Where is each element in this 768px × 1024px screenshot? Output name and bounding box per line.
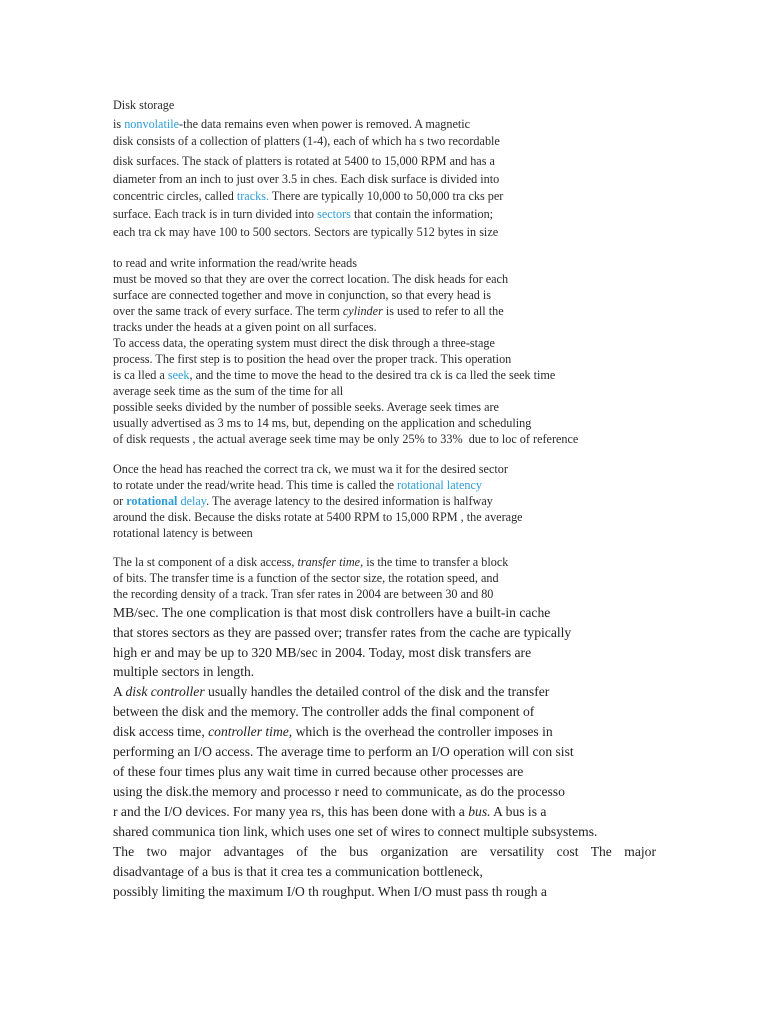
term-link[interactable]: nonvolatile [124, 117, 180, 131]
term-link[interactable]: sectors [317, 207, 351, 221]
text-run: the recording density of a track. Tran sfer rates in 2004 are between 30 and 80 [113, 587, 494, 601]
text-line [113, 416, 531, 430]
text-run: surface are connected together and move in conjunction, so that every head is [113, 288, 492, 302]
text-run: rotational latency is between [113, 526, 253, 540]
text-run: A [113, 684, 126, 699]
text-run: possibly limiting the maximum I/O th roughput. When I/O must pass th rough a [113, 884, 547, 899]
text-line [113, 400, 499, 414]
text-run: is ca lled a [113, 368, 168, 382]
text-run: disk access time, [113, 724, 209, 739]
text-line [113, 645, 531, 661]
text-run: usually handles the detailed control of the disk and the transfer [204, 684, 550, 699]
text-line [113, 288, 491, 302]
text-line [113, 478, 482, 492]
text-run: of disk requests , the actual average seek time may be only 25% to 33% due to loc of reference [113, 432, 579, 446]
text-line [113, 724, 553, 740]
text-line [113, 510, 523, 524]
text-run: . The average latency to the desired information is halfway [206, 494, 493, 508]
text-line [113, 207, 493, 221]
text-line [113, 256, 357, 270]
text-line [113, 704, 534, 720]
text-run: A bus is a [490, 804, 547, 819]
text-run: to rotate under the read/write head. This time is called the [113, 478, 398, 492]
text-line [113, 864, 483, 880]
term-link[interactable]: rotational latency [397, 478, 483, 492]
text-run: tracks under the heads at a given point on all surfaces. [113, 320, 377, 334]
text-line [113, 98, 174, 112]
text-line [113, 272, 508, 286]
text-line [113, 368, 555, 382]
text-run: Disk storage [113, 98, 175, 112]
text-run: r and the I/O devices. For many yea rs, this has been done with a [113, 804, 469, 819]
text-line [113, 664, 254, 680]
text-run: that contain the information; [350, 207, 494, 221]
text-line [113, 571, 499, 585]
text-run: high er and may be up to 320 MB/sec in 2004. Today, most disk transfers are [113, 645, 532, 660]
text-run: process. The first step is to position the head over the proper track. This operation [113, 352, 512, 366]
text-run: using the disk.the memory and processo r need to communicate, as do the processo [113, 784, 565, 799]
text-run: usually advertised as 3 ms to 14 ms, but, depending on the application and scheduling [113, 416, 532, 430]
italic-term: controller time, [208, 724, 293, 739]
text-line [113, 587, 493, 601]
text-run: which is the overhead the controller imposes in [292, 724, 553, 739]
text-run: To access data, the operating system must direct the disk through a three-stage [113, 336, 495, 350]
text-line [113, 117, 470, 131]
term-link[interactable]: tracks. [236, 189, 269, 203]
text-line [113, 336, 495, 350]
text-line [113, 555, 508, 569]
text-line [113, 384, 343, 398]
text-line [113, 684, 549, 700]
text-line [113, 844, 656, 860]
text-line [113, 824, 597, 840]
text-run: must be moved so that they are over the correct location. The disk heads for each [113, 272, 509, 286]
text-line [113, 432, 578, 446]
text-line [113, 526, 253, 540]
text-run: The la st component of a disk access, [113, 555, 298, 569]
text-run: MB/sec. The one complication is that most disk controllers have a built-in cache [113, 605, 551, 620]
italic-term: bus. [468, 804, 491, 819]
text-run: diameter from an inch to just over 3.5 in ches. Each disk surface is divided into [113, 172, 500, 186]
term-link[interactable]: delay [177, 494, 207, 508]
text-run: over the same track of every surface. The term [113, 304, 343, 318]
text-run: around the disk. Because the disks rotate at 5400 RPM to 15,000 RPM , the average [113, 510, 523, 524]
text-line [113, 784, 565, 800]
text-line [113, 625, 571, 641]
text-run: of these four times plus any wait time in curred because other processes are [113, 764, 524, 779]
text-line [113, 462, 508, 476]
text-line [113, 764, 523, 780]
text-line [113, 134, 500, 148]
text-run: or [113, 494, 127, 508]
text-line [113, 494, 493, 508]
text-line [113, 744, 574, 760]
text-run: -the data remains even when power is removed. A magnetic [179, 117, 471, 131]
text-line [113, 172, 499, 186]
text-run: to read and write information the read/write heads [113, 256, 357, 270]
text-line [113, 189, 503, 203]
text-run: shared communica tion link, which uses one set of wires to connect multiple subsystems. [113, 824, 598, 839]
text-run: Once the head has reached the correct tra ck, we must wa it for the desired sector [113, 462, 508, 476]
text-run: disk surfaces. The stack of platters is rotated at 5400 to 15,000 RPM and has a [113, 154, 495, 168]
text-run: performing an I/O access. The average time to perform an I/O operation will con sist [113, 744, 574, 759]
text-run: , and the time to move the head to the desired tra ck is ca lled the seek time [189, 368, 556, 382]
text-run: The two major advantages of the bus organization are versatility cost The major [113, 844, 656, 859]
text-line [113, 320, 377, 334]
text-line [113, 884, 547, 900]
text-line [113, 154, 495, 168]
text-run: each tra ck may have 100 to 500 sectors. Sectors are typically 512 bytes in size [113, 225, 499, 239]
text-run: is used to refer to all the [382, 304, 504, 318]
text-line [113, 304, 504, 318]
text-line [113, 804, 546, 820]
text-run: is [113, 117, 125, 131]
italic-term: cylinder [342, 304, 383, 318]
term-link[interactable]: seek [167, 368, 190, 382]
text-run: possible seeks divided by the number of possible seeks. Average seek times are [113, 400, 499, 414]
text-run: of bits. The transfer time is a function of the sector size, the rotation speed, and [113, 571, 499, 585]
text-run: disadvantage of a bus is that it crea tes a communication bottleneck, [113, 864, 483, 879]
text-line [113, 225, 498, 239]
text-run: multiple sectors in length. [113, 664, 255, 679]
italic-term: disk controller [125, 684, 205, 699]
term-link[interactable]: rotational [126, 494, 178, 508]
text-run: between the disk and the memory. The controller adds the final component of [113, 704, 535, 719]
text-run: is the time to transfer a block [363, 555, 509, 569]
text-run: disk consists of a collection of platters (1-4), each of which ha s two recordable [113, 134, 500, 148]
text-line [113, 605, 550, 621]
text-run: There are typically 10,000 to 50,000 tra cks per [269, 189, 504, 203]
text-run: that stores sectors as they are passed over; transfer rates from the cache are typically [113, 625, 572, 640]
text-run: surface. Each track is in turn divided into [113, 207, 318, 221]
text-run: concentric circles, called [113, 189, 237, 203]
italic-term: transfer time, [297, 555, 364, 569]
text-run: average seek time as the sum of the time for all [113, 384, 344, 398]
text-line [113, 352, 511, 366]
